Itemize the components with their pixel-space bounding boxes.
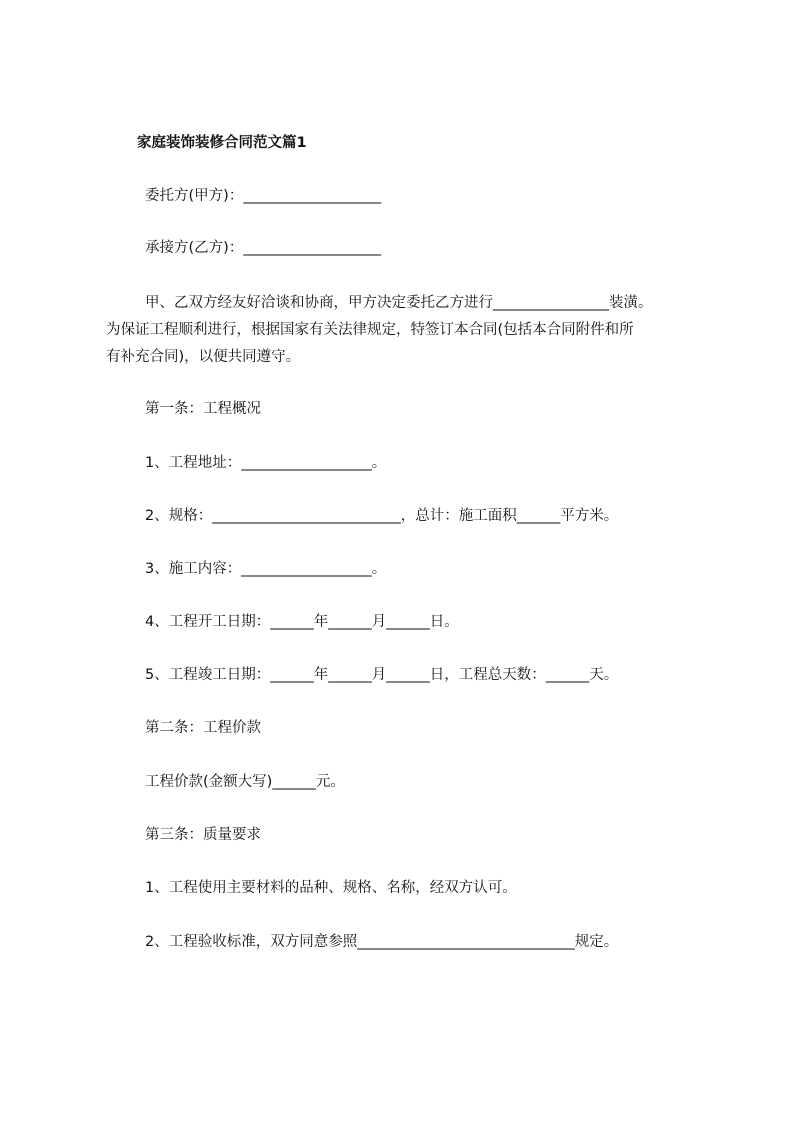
acceptance-standard-line: 2、工程验收标准，双方同意参照______________________________规定。 <box>145 934 619 950</box>
start-date-line: 4、工程开工日期：______年______月______日。 <box>145 614 459 630</box>
intro-line-1: 甲、乙双方经友好洽谈和协商，甲方决定委托乙方进行________________装潢。 <box>145 295 653 311</box>
article-2-heading: 第二条：工程价款 <box>145 720 261 736</box>
document-title: 家庭装饰装修合同范文篇1 <box>137 135 307 151</box>
article-3-heading: 第三条：质量要求 <box>145 827 261 843</box>
intro-line-2: 为保证工程顺利进行，根据国家有关法律规定，特签订本合同(包括本合同附件和所 <box>106 322 634 338</box>
completion-date-line: 5、工程竣工日期：______年______月______日，工程总天数：______天。 <box>145 667 619 683</box>
project-spec-line: 2、规格：__________________________，总计：施工面积______平方米。 <box>145 508 619 524</box>
materials-line: 1、工程使用主要材料的品种、规格、名称，经双方认可。 <box>145 880 517 896</box>
article-1-heading: 第一条：工程概况 <box>145 401 261 417</box>
price-line: 工程价款(金额大写)______元。 <box>145 774 345 790</box>
project-address-line: 1、工程地址：__________________。 <box>145 455 387 471</box>
party-b-line: 承接方(乙方)：___________________ <box>145 240 382 256</box>
intro-line-3: 有补充合同)，以便共同遵守。 <box>106 349 301 365</box>
project-content-line: 3、施工内容：__________________。 <box>145 561 387 577</box>
party-a-line: 委托方(甲方)：___________________ <box>145 188 382 204</box>
